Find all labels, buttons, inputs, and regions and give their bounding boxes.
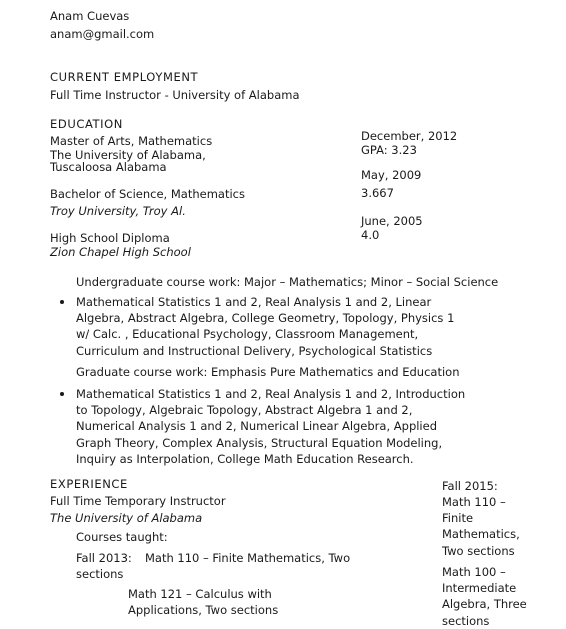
fall-2013-course-1-cont: sections — [76, 567, 124, 581]
experience-employer: The University of Alabama — [50, 511, 203, 525]
current-employment-heading: CURRENT EMPLOYMENT — [50, 70, 199, 84]
courses-taught-label: Courses taught: — [76, 530, 168, 544]
current-position: Full Time Instructor - University of Alabama — [50, 88, 300, 102]
fall-2015-term: Fall 2015: — [442, 479, 498, 493]
ma-school-line2: Tuscaloosa Alabama — [50, 160, 167, 174]
bs-date: May, 2009 — [361, 168, 422, 182]
hs-date: June, 2005 — [361, 214, 423, 228]
bullet-icon — [60, 300, 64, 304]
hs-diploma: High School Diploma — [50, 231, 170, 245]
ma-gpa: GPA: 3.23 — [361, 143, 417, 157]
bullet-icon — [60, 392, 64, 396]
grad-course-list: Mathematical Statistics 1 and 2, Real Analysis 1 and 2, Introduction to Topology, Algebraic Topology, Abstract Algebra 1 and 2, Numerical Analysis 1 and 2, Numerical Linear Algebra, Applied Graph Theory, Complex Analysis, Structural Equation Modeling, Inquiry as Interpolation, College Math Education Research. — [76, 387, 466, 466]
fall-2013-course-2: Math 121 – Calculus with Applications, Two sections — [128, 587, 279, 618]
bs-school: Troy University, Troy Al. — [50, 204, 186, 218]
hs-gpa: 4.0 — [361, 228, 380, 242]
education-heading: EDUCATION — [50, 117, 124, 131]
ma-school-line1: The University of Alabama, — [50, 148, 206, 162]
fall-2015-course-2: Math 100 – Intermediate Algebra, Three sections — [442, 565, 527, 628]
applicant-email: anam@gmail.com — [50, 27, 155, 41]
experience-title: Full Time Temporary Instructor — [50, 494, 226, 508]
applicant-name: Anam Cuevas — [50, 9, 130, 23]
hs-school: Zion Chapel High School — [50, 245, 191, 259]
bs-degree: Bachelor of Science, Mathematics — [50, 187, 245, 201]
fall-2013-course-1: Math 110 – Finite Mathematics, Two — [145, 551, 351, 565]
ma-date: December, 2012 — [361, 129, 458, 143]
fall-2015-course-1: Math 110 – Finite Mathematics, Two sections — [442, 495, 520, 558]
undergrad-coursework-label: Undergraduate course work: Major – Mathematics; Minor – Social Science — [76, 275, 499, 289]
ma-degree: Master of Arts, Mathematics — [50, 134, 213, 148]
experience-heading: EXPERIENCE — [50, 477, 128, 491]
grad-coursework-label: Graduate course work: Emphasis Pure Mathematics and Education — [76, 365, 460, 379]
undergrad-course-list: Mathematical Statistics 1 and 2, Real Analysis 1 and 2, Linear Algebra, Abstract Algebra, College Geometry, Topology, Physics 1 w/ Calc. , Educational Psychology, Classroom Management, Curriculum and Instructional Delivery, Psychological Statistics — [76, 295, 455, 358]
bs-gpa: 3.667 — [361, 186, 394, 200]
fall-2013-term: Fall 2013: — [76, 551, 132, 565]
